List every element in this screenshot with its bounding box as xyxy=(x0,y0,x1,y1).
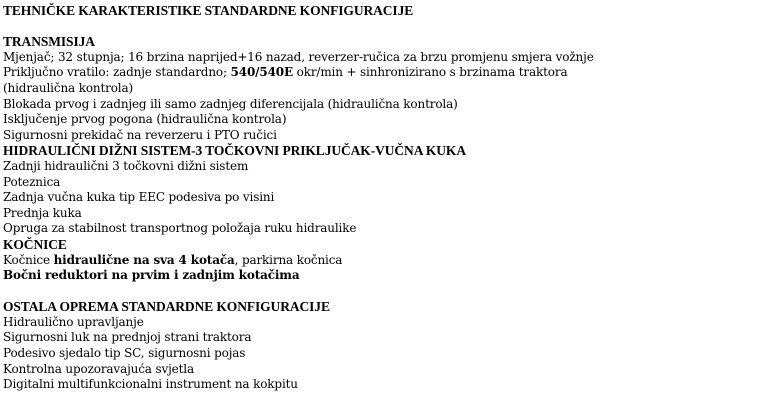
section-heading-hidraulika: HIDRAULIČNI DIŽNI SISTEM-3 TOČKOVNI PRIKLJUČAK-VUČNA KUKA xyxy=(3,143,466,159)
ostala-item: Podesivo sjedalo tip SC, sigurnosni pojas xyxy=(3,346,246,361)
brakes-text-suffix: , parkirna kočnica xyxy=(234,252,343,267)
ostala-item: Hidraulično upravljanje xyxy=(3,314,144,329)
transmisija-line-gearbox: Mjenjač; 32 stupnja; 16 brzina naprijed+16 nazad, reverzer-ručica za brzu promjenu smjera vožnje xyxy=(3,49,594,64)
pto-text-prefix: Priključno vratilo: zadnje standardno; xyxy=(3,65,231,80)
brakes-bold-text: hidraulične na sva 4 kotača xyxy=(53,252,235,267)
pto-text-suffix: okr/min + sinhronizirano s brzinama traktora xyxy=(292,65,568,80)
section-heading-ostala: OSTALA OPREMA STANDARDNE KONFIGURACIJE xyxy=(3,299,330,315)
spacer xyxy=(3,19,765,35)
section-heading-transmisija: TRANSMISIJA xyxy=(3,34,95,50)
transmisija-line-pto-control: (hidraulična kontrola) xyxy=(3,80,134,95)
spec-document xyxy=(3,3,765,393)
kocnice-line-reducers: Bočni reduktori na prvim i zadnjim kotačima xyxy=(3,268,300,283)
transmisija-line-pto xyxy=(3,65,765,81)
transmisija-line-diff-lock: Blokada prvog i zadnjeg ili samo zadnjeg diferencijala (hidraulična kontrola) xyxy=(3,96,458,111)
hidraulika-item: Zadnji hidraulični 3 točkovni dižni sistem xyxy=(3,158,249,173)
hidraulika-item: Zadnja vučna kuka tip EEC podesiva po visini xyxy=(3,190,275,205)
hidraulika-item: Poteznica xyxy=(3,174,61,189)
ostala-item: Kontrolna upozoravajuća svjetla xyxy=(3,361,194,376)
transmisija-line-safety-switch: Sigurnosni prekidač na reverzeru i PTO ručici xyxy=(3,127,277,142)
section-heading-kocnice: KOČNICE xyxy=(3,236,67,252)
pto-speed-value: 540/540E xyxy=(230,65,293,80)
hidraulika-item: Prednja kuka xyxy=(3,205,82,220)
transmisija-line-front-drive: Isključenje prvog pogona (hidraulična kontrola) xyxy=(3,112,287,127)
kocnice-line-brakes xyxy=(3,253,765,269)
brakes-text-prefix: Kočnice xyxy=(3,252,54,267)
hidraulika-item: Opruga za stabilnost transportnog položaja ruku hidraulike xyxy=(3,221,357,236)
ostala-item: Digitalni multifunkcionalni instrument na kokpitu xyxy=(3,377,298,392)
spacer xyxy=(3,284,765,300)
document-title: TEHNIČKE KARAKTERISTIKE STANDARDNE KONFIGURACIJE xyxy=(3,3,414,18)
ostala-item: Sigurnosni luk na prednjoj strani traktora xyxy=(3,330,252,345)
